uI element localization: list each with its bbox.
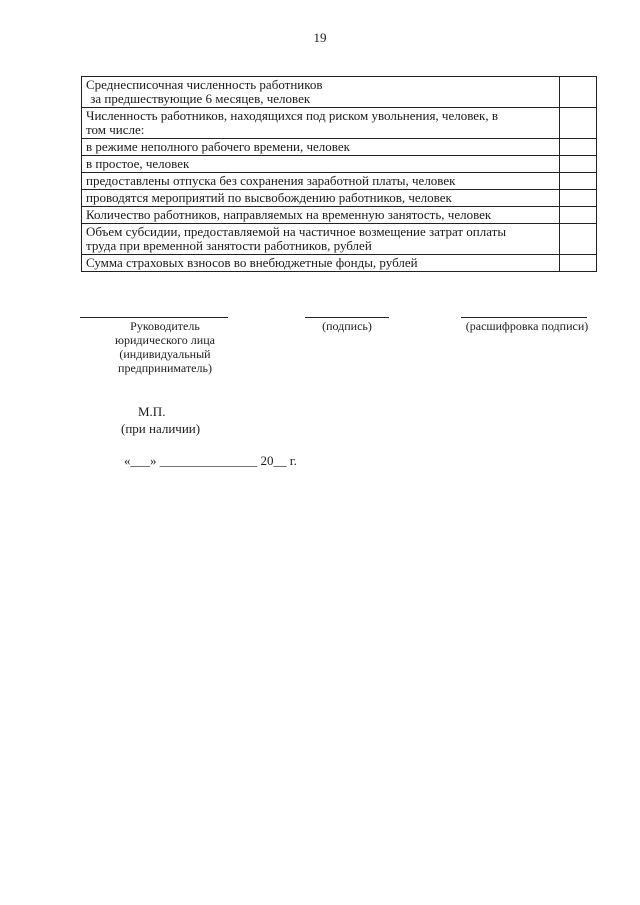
row-label-line2: том числе: bbox=[86, 122, 145, 137]
value-cell[interactable] bbox=[560, 190, 597, 207]
date-line: «___» _______________ 20__ г. bbox=[124, 453, 297, 468]
table-row bbox=[82, 139, 597, 156]
value-cell[interactable] bbox=[560, 108, 597, 139]
decode-caption: (расшифровка подписи) bbox=[465, 319, 589, 333]
row-label-line2: за предшествующие 6 месяцев, человек bbox=[87, 91, 311, 106]
head-caption bbox=[80, 319, 250, 375]
row-label: Сумма страховых взносов во внебюджетные фонды, рублей bbox=[82, 255, 560, 272]
row-label: в режиме неполного рабочего времени, человек bbox=[82, 139, 560, 156]
stamp-label: М.П. bbox=[138, 404, 166, 419]
row-label: Количество работников, направляемых на временную занятость, человек bbox=[82, 207, 560, 224]
row-label bbox=[82, 224, 560, 255]
row-label-line1: Численность работников, находящихся под риском увольнения, человек, в bbox=[86, 108, 499, 123]
row-label-line1: Объем субсидии, предоставляемой на частичное возмещение затрат оплаты bbox=[86, 224, 507, 239]
data-table bbox=[81, 76, 597, 272]
table-row bbox=[82, 173, 597, 190]
value-cell[interactable] bbox=[560, 156, 597, 173]
table-row bbox=[82, 77, 597, 108]
head-caption-line1: Руководитель bbox=[130, 319, 200, 333]
table-row bbox=[82, 108, 597, 139]
head-caption-line4: предприниматель) bbox=[118, 361, 212, 375]
stamp-note: (при наличии) bbox=[121, 421, 201, 436]
row-label-line2: труда при временной занятости работников, рублей bbox=[86, 238, 372, 253]
value-cell[interactable] bbox=[560, 77, 597, 108]
row-label-line1: Среднесписочная численность работников bbox=[86, 77, 323, 92]
table-row bbox=[82, 190, 597, 207]
table-row bbox=[82, 255, 597, 272]
value-cell[interactable] bbox=[560, 139, 597, 156]
row-label bbox=[82, 108, 560, 139]
head-signature-line bbox=[80, 317, 228, 318]
head-caption-line3: (индивидуальный bbox=[119, 347, 211, 361]
page-number: 19 bbox=[313, 30, 327, 45]
sign-caption: (подпись) bbox=[322, 319, 372, 333]
value-cell[interactable] bbox=[560, 173, 597, 190]
value-cell[interactable] bbox=[560, 224, 597, 255]
row-label bbox=[82, 77, 560, 108]
table-row bbox=[82, 224, 597, 255]
table-row bbox=[82, 156, 597, 173]
row-label: предоставлены отпуска без сохранения заработной платы, человек bbox=[82, 173, 560, 190]
head-caption-line2: юридического лица bbox=[115, 333, 215, 347]
row-label: в простое, человек bbox=[82, 156, 560, 173]
signature-line bbox=[305, 317, 389, 318]
value-cell[interactable] bbox=[560, 255, 597, 272]
decode-signature-line bbox=[461, 317, 587, 318]
value-cell[interactable] bbox=[560, 207, 597, 224]
row-label: проводятся мероприятий по высвобождению работников, человек bbox=[82, 190, 560, 207]
table-row bbox=[82, 207, 597, 224]
